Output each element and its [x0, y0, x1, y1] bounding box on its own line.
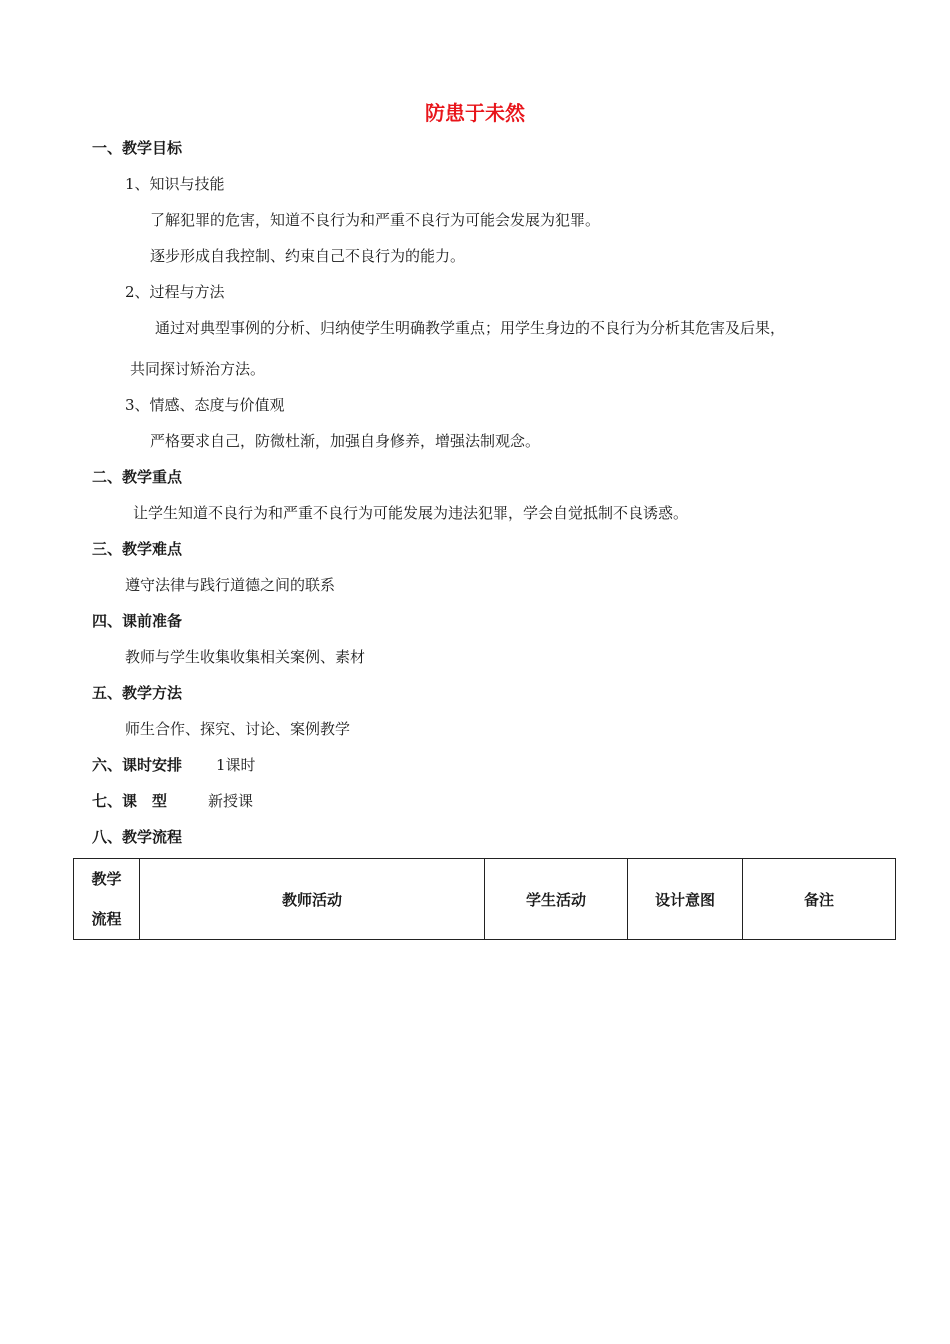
teaching-flow-table	[73, 858, 896, 940]
schedule-value: 1课时	[216, 756, 256, 774]
section-heading-objectives: 一、教学目标	[92, 139, 183, 157]
header-flow-line1: 教学	[91, 870, 122, 888]
subheading-attitude: 3、情感、态度与价值观	[125, 396, 285, 414]
section-heading-schedule: 六、课时安排	[92, 756, 183, 774]
paragraph-difficulties: 遵守法律与践行道德之间的联系	[125, 576, 336, 594]
paragraph-knowledge-2: 逐步形成自我控制、约束自己不良行为的能力。	[150, 247, 466, 265]
paragraph-knowledge-1: 了解犯罪的危害，知道不良行为和严重不良行为可能会发展为犯罪。	[150, 211, 601, 229]
header-cell-design-intent: 设计意图	[628, 859, 743, 940]
section-heading-preparation: 四、课前准备	[92, 612, 183, 630]
section-heading-methods: 五、教学方法	[92, 684, 183, 702]
paragraph-preparation: 教师与学生收集收集相关案例、素材	[125, 648, 366, 666]
header-cell-teacher-activity: 教师活动	[140, 859, 485, 940]
section-heading-key-points: 二、教学重点	[92, 468, 183, 486]
header-cell-flow	[74, 859, 140, 940]
subheading-process: 2、过程与方法	[125, 283, 225, 301]
paragraph-process-2: 共同探讨矫治方法。	[130, 360, 266, 378]
paragraph-key-points: 让学生知道不良行为和严重不良行为可能发展为违法犯罪，学会自觉抵制不良诱惑。	[133, 504, 689, 522]
section-heading-difficulties: 三、教学难点	[92, 540, 183, 558]
paragraph-methods: 师生合作、探究、讨论、案例教学	[125, 720, 351, 738]
header-cell-student-activity: 学生活动	[485, 859, 628, 940]
section-heading-flow: 八、教学流程	[92, 828, 183, 846]
lesson-type-value: 新授课	[208, 792, 254, 810]
section-heading-lesson-type: 七、课 型	[92, 792, 168, 810]
subheading-knowledge: 1、知识与技能	[125, 175, 225, 193]
paragraph-process-1: 通过对典型事例的分析、归纳使学生明确教学重点；用学生身边的不良行为分析其危害及后果，	[155, 319, 786, 337]
header-flow-line2: 流程	[91, 910, 122, 928]
header-cell-remarks: 备注	[743, 859, 896, 940]
paragraph-attitude: 严格要求自己，防微杜渐，加强自身修养，增强法制观念。	[150, 432, 541, 450]
document-title: 防患于未然	[425, 101, 525, 125]
table-header-row	[74, 859, 896, 940]
